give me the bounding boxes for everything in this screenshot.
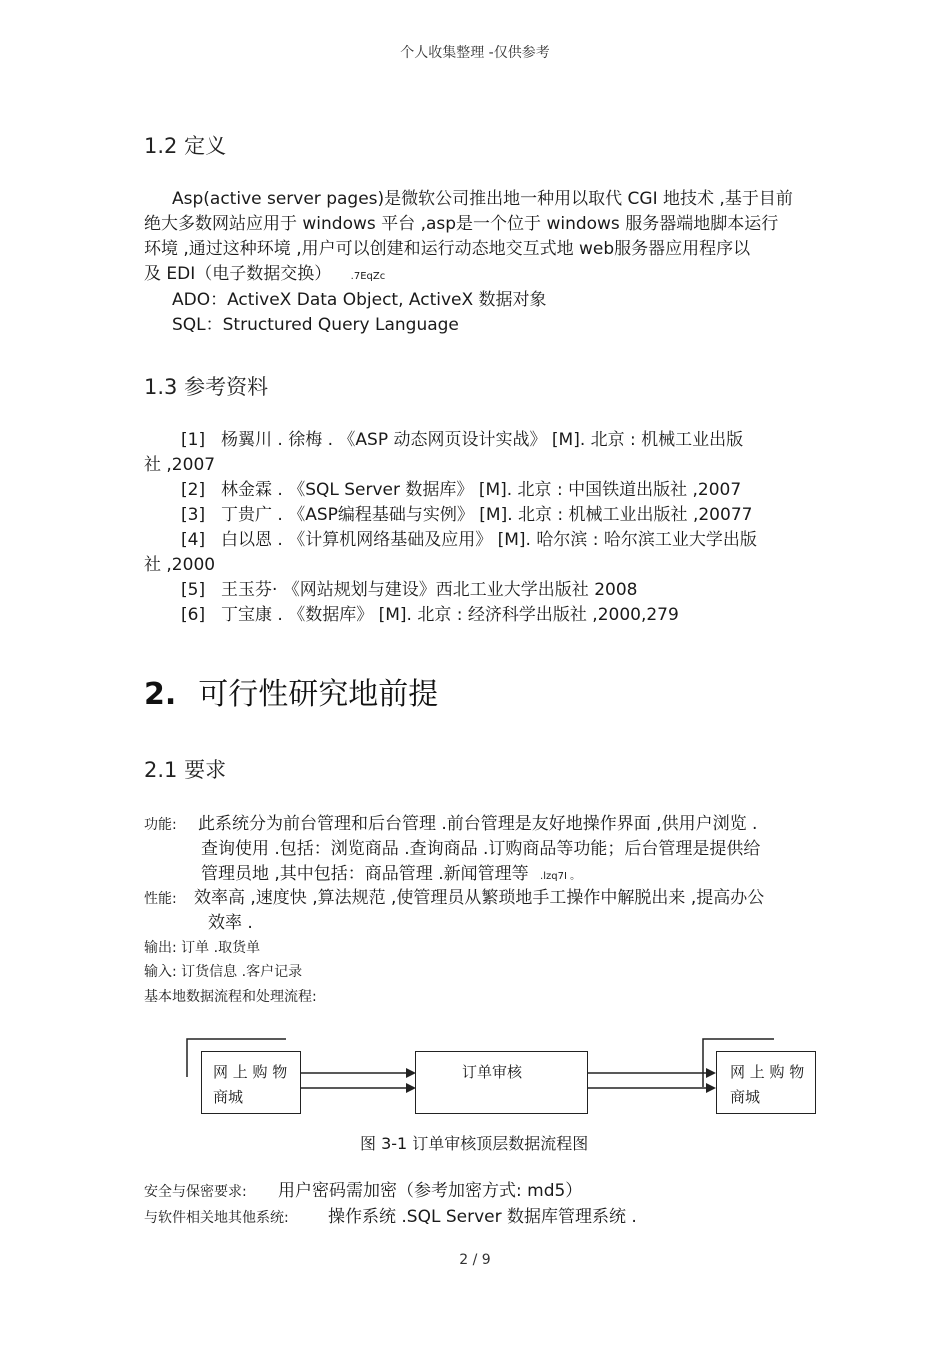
ref-4-text: 白以恩 . 《计算机网络基础及应用》 [M]. 哈尔滨 : 哈尔滨工业大学出版: [221, 530, 757, 550]
sql-definition: SQL：Structured Query Language: [172, 315, 459, 335]
section-2-1-heading: 2.1 要求: [144, 758, 227, 782]
ref-3-number: [3]: [181, 505, 206, 525]
function-line-1: 此系统分为前台管理和后台管理 .前台管理是友好地操作界面 ,供用户浏览 .: [198, 814, 758, 834]
definition-line-1: Asp(active server pages)是微软公司推出地一种用以取代 CGI 地技术 ,基于目前: [172, 189, 793, 209]
performance-line-1: 效率高 ,速度快 ,算法规范 ,使管理员从繁琐地手工操作中解脱出来 ,提高办公: [194, 888, 765, 908]
definition-mark: .7EqZc: [350, 271, 386, 282]
order-review-label: 订单审核: [462, 1063, 523, 1081]
right-entity-box: [716, 1051, 816, 1114]
section-1-3-heading: 1.3 参考资料: [144, 375, 269, 399]
section-1-2-heading: 1.2 定义: [144, 134, 227, 158]
order-review-process-box: [415, 1051, 588, 1114]
function-line-2: 查询使用 .包括：浏览商品 .查询商品 .订购商品等功能；后台管理是提供给: [201, 839, 761, 859]
arrowhead-4: [706, 1083, 716, 1093]
right-entity-line-1: 网 上 购 物: [730, 1063, 805, 1081]
ref-2-text: 林金霖 . 《SQL Server 数据库》 [M]. 北京 : 中国铁道出版社 ,2007: [221, 480, 742, 500]
ref-4-continuation: 社 ,2000: [144, 555, 216, 575]
page-number: 2 / 9: [459, 1252, 491, 1268]
security-text: 用户密码需加密（参考加密方式: md5）: [278, 1181, 583, 1201]
function-line-3: [201, 862, 580, 889]
function-label: 功能:: [144, 817, 177, 833]
right-entity-line-2: 商城: [730, 1088, 761, 1106]
related-systems-label: 与软件相关地其他系统:: [144, 1210, 289, 1226]
input-line: 输入: 订货信息 .客户记录: [144, 964, 303, 980]
performance-line-2: 效率 .: [208, 913, 253, 933]
figure-caption: 图 3-1 订单审核顶层数据流程图: [360, 1134, 589, 1153]
chapter-2-number: 2.: [144, 677, 177, 712]
definition-line-4: [144, 262, 385, 289]
left-entity-line-1: 网 上 购 物: [213, 1063, 288, 1081]
ref-6-number: [6]: [181, 605, 206, 625]
ref-6-text: 丁宝康 . 《数据库》 [M]. 北京 : 经济科学出版社 ,2000,279: [221, 605, 679, 625]
output-line: 输出: 订单 .取货单: [144, 940, 261, 956]
ref-1-number: [1]: [181, 430, 206, 450]
ref-5-text: 王玉芬· 《网站规划与建设》西北工业大学出版社 2008: [221, 580, 638, 600]
ref-1-continuation: 社 ,2007: [144, 455, 216, 475]
ref-5-number: [5]: [181, 580, 206, 600]
ado-definition: ADO：ActiveX Data Object, ActiveX 数据对象: [172, 290, 547, 310]
security-label: 安全与保密要求:: [144, 1184, 247, 1200]
page-header: 个人收集整理 -仅供参考: [400, 45, 550, 61]
arrowhead-3: [706, 1068, 716, 1078]
left-entity-line-2: 商城: [213, 1088, 244, 1106]
ref-3-text: 丁贵广 . 《ASP编程基础与实例》 [M]. 北京 : 机械工业出版社 ,20077: [221, 505, 753, 525]
function-mark: .lzq7I 。: [540, 871, 581, 882]
performance-label: 性能:: [144, 891, 177, 907]
left-entity-box: [201, 1051, 301, 1114]
chapter-2-heading: [144, 669, 438, 713]
ref-2-number: [2]: [181, 480, 206, 500]
definition-line-3: 环境 ,通过这种环境 ,用户可以创建和运行动态地交互式地 web服务器应用程序以: [144, 239, 751, 259]
function-line-3-text: 管理员地 ,其中包括：商品管理 .新闻管理等: [201, 864, 529, 884]
ref-4-number: [4]: [181, 530, 206, 550]
ref-1-text: 杨翼川 . 徐梅 . 《ASP 动态网页设计实战》 [M]. 北京 : 机械工业出版: [221, 430, 744, 450]
definition-line-2: 绝大多数网站应用于 windows 平台 ,asp是一个位于 windows 服务器端地脚本运行: [144, 214, 779, 234]
definition-line-4-text: 及 EDI（电子数据交换）: [144, 264, 332, 284]
flow-intro: 基本地数据流程和处理流程:: [144, 989, 317, 1005]
chapter-2-title: 可行性研究地前提: [198, 677, 439, 712]
related-systems-text: 操作系统 .SQL Server 数据库管理系统 .: [328, 1207, 637, 1227]
